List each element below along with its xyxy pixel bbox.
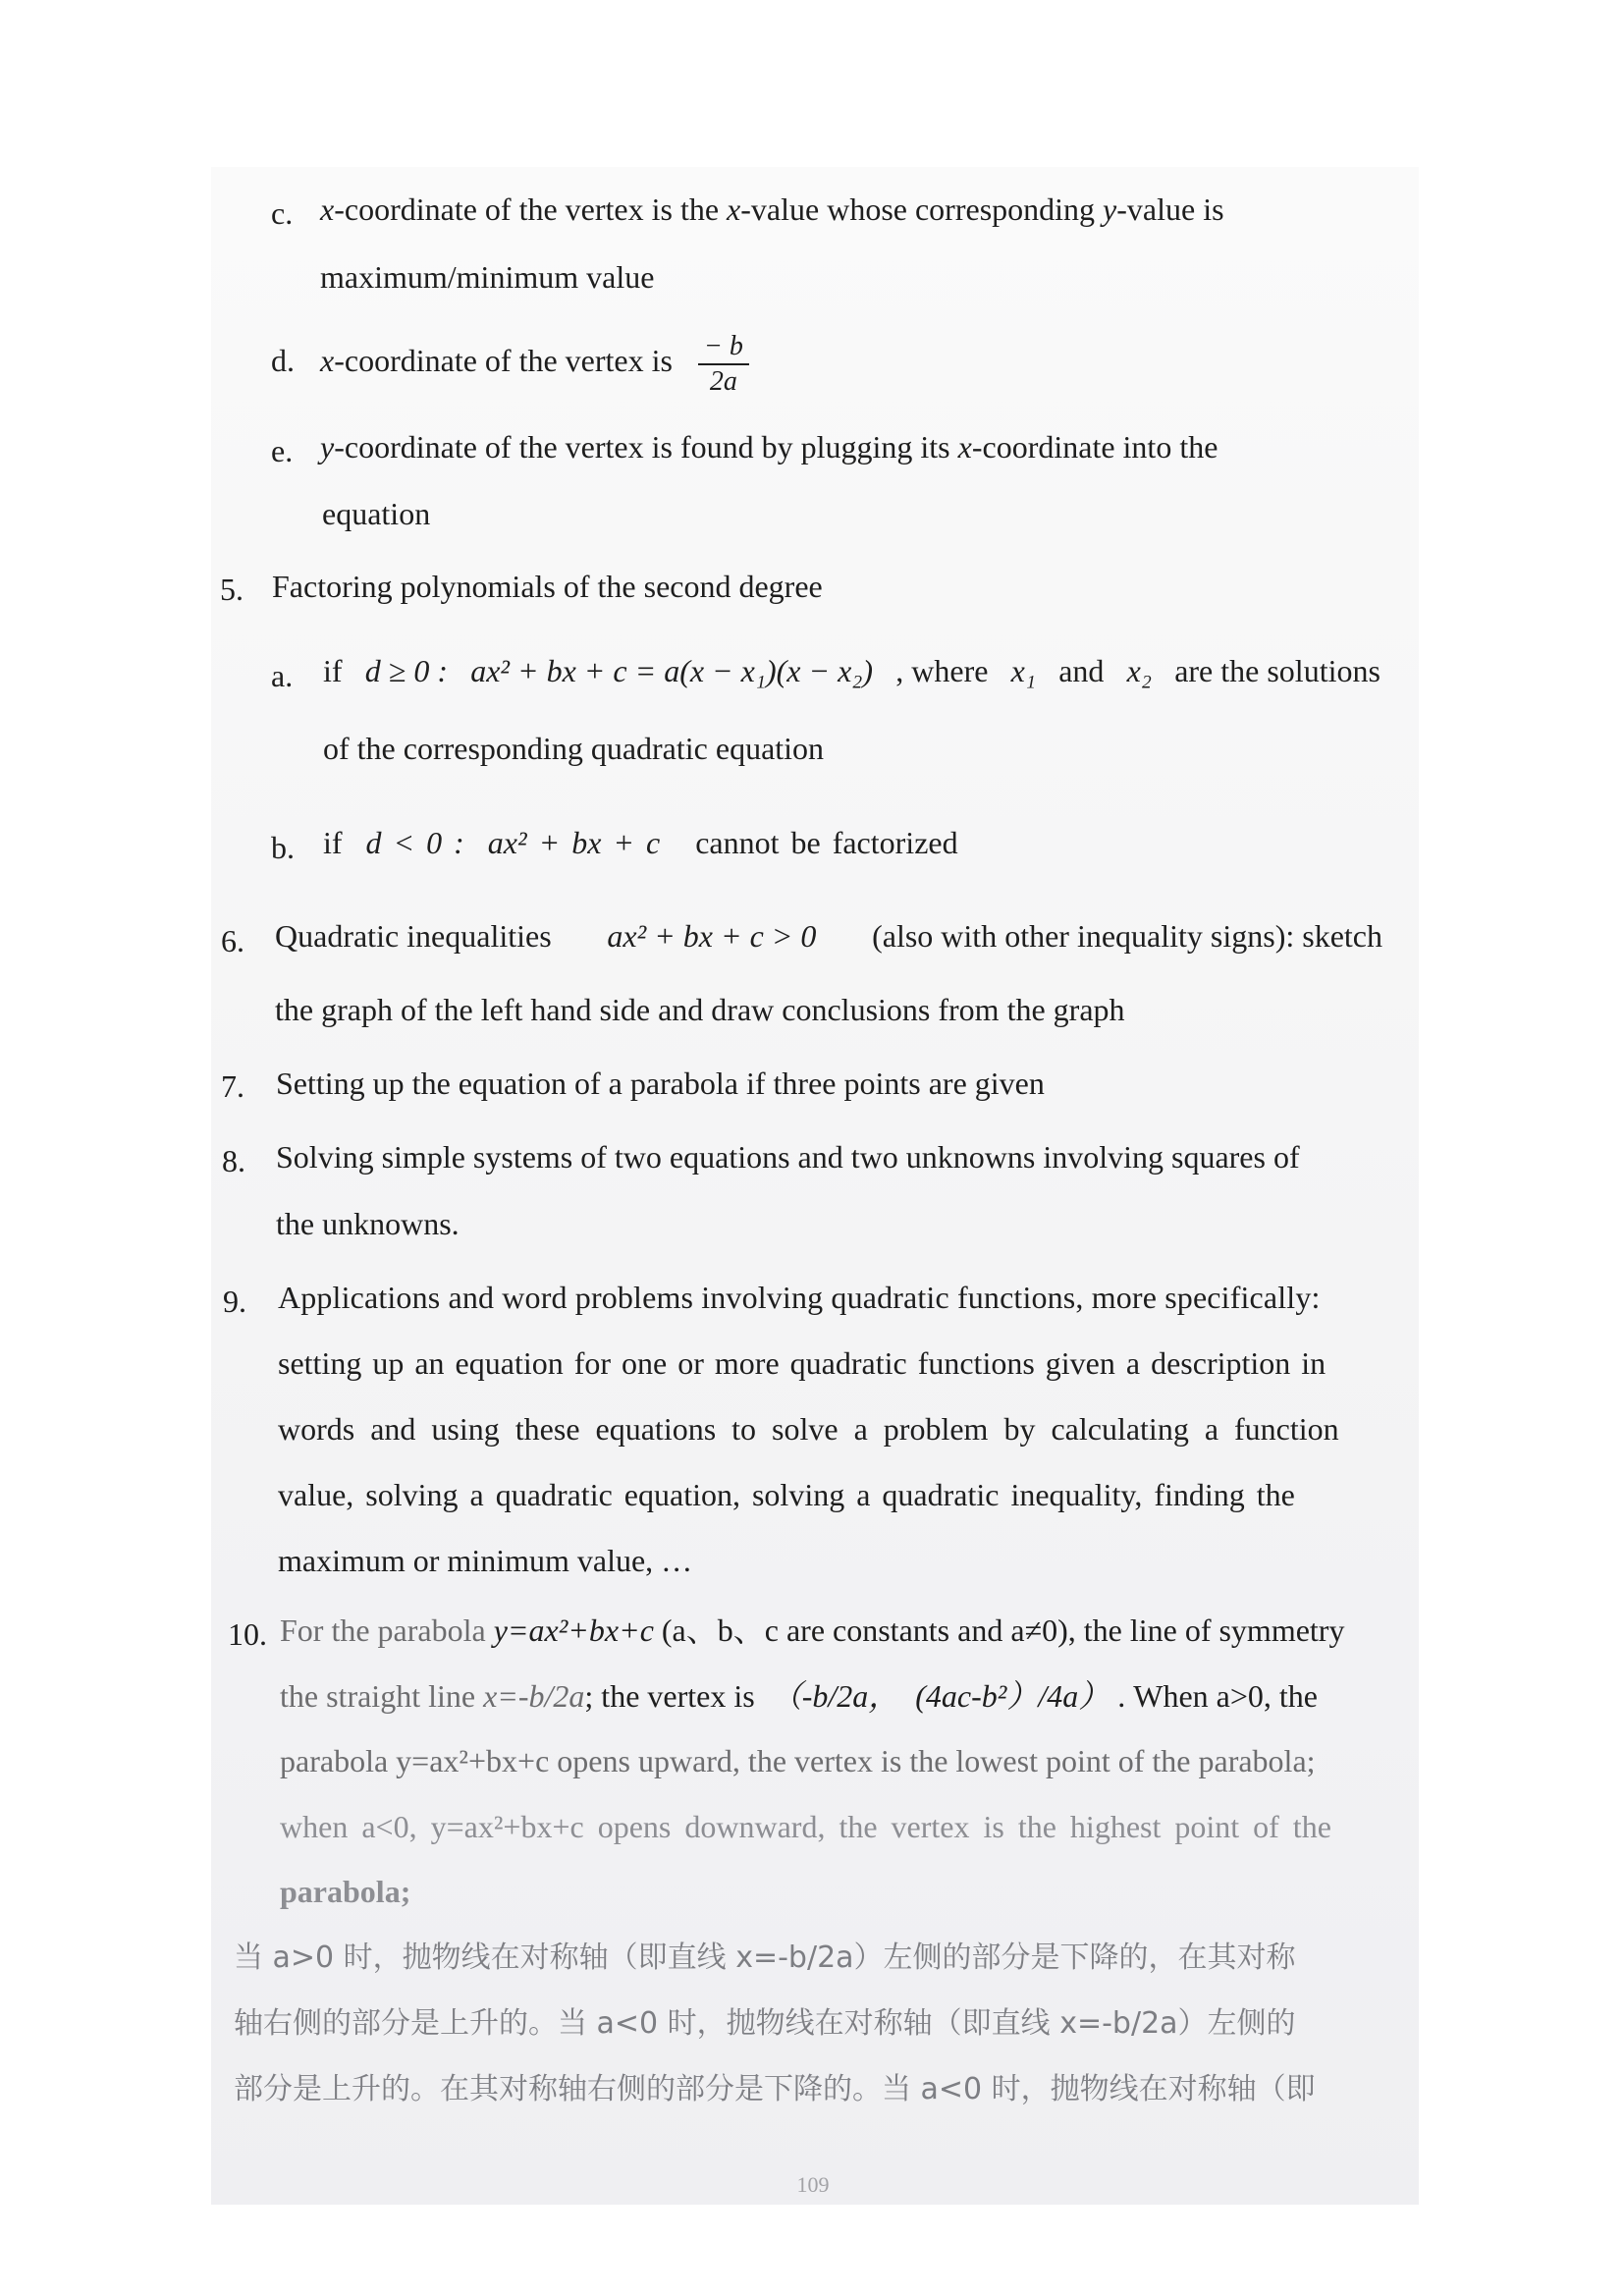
item-6-marker: 6.	[221, 923, 244, 958]
item-9-marker: 9.	[223, 1284, 246, 1319]
item-10-line2: the straight line x=-b/2a; the vertex is （-b/2a， (4ac-b²）/4a） . When a>0, the	[280, 1678, 1318, 1714]
item-8-marker: 8.	[222, 1143, 245, 1178]
page-number: 109	[796, 2172, 830, 2197]
item-7-marker: 7.	[221, 1068, 244, 1104]
item-5a-line2: of the corresponding quadratic equation	[323, 731, 825, 766]
item-5a-line1: if d ≥ 0 : ax² + bx + c = a(x − x₁)(x − x₂) , where x₁ and x₂ are the solutions	[323, 653, 1380, 688]
item-10-line5: parabola;	[280, 1874, 411, 1909]
item-5-text: Factoring polynomials of the second degree	[272, 569, 823, 604]
item-e-marker: e.	[271, 433, 294, 468]
item-10-line1: For the parabola y=ax²+bx+c (a、b、c are constants and a≠0), the line of symmetry	[280, 1613, 1345, 1648]
item-c-marker: c.	[271, 195, 294, 231]
item-5a-marker: a.	[271, 658, 294, 693]
item-e-line2: equation	[322, 496, 431, 531]
item-c-line1: x-coordinate of the vertex is the x-value whose corresponding y-value is	[320, 191, 1224, 227]
vertex-x-fraction: $\frac{- b}{2a}$	[698, 330, 749, 399]
item-6-line1: Quadratic inequalities ax² + bx + c > 0 (also with other inequality signs): sketch	[275, 918, 1382, 954]
item-e-line1: y-coordinate of the vertex is found by plugging its x-coordinate into the	[320, 429, 1218, 465]
item-c-line2: maximum/minimum value	[320, 259, 655, 295]
item-7-text: Setting up the equation of a parabola if three points are given	[276, 1066, 1045, 1101]
item-8-line1: Solving simple systems of two equations and two unknowns involving squares of	[276, 1139, 1300, 1175]
chinese-line-3: 部分是上升的。在其对称轴右侧的部分是下降的。当 a<0 时，抛物线在对称轴（即	[234, 2072, 1316, 2106]
item-d-marker: d.	[271, 343, 295, 378]
item-9-line2: setting up an equation for one or more quadratic functions given a description in	[278, 1345, 1326, 1381]
item-9-line5: maximum or minimum value, …	[278, 1543, 693, 1578]
item-10-line4: when a<0, y=ax²+bx+c opens downward, the vertex is the highest point of the	[280, 1809, 1331, 1844]
item-10-marker: 10.	[228, 1616, 267, 1652]
item-5b-line: if d < 0 : ax² + bx + c cannot be factorized	[323, 825, 958, 860]
item-9-line3: words and using these equations to solve a problem by calculating a function	[278, 1411, 1339, 1447]
item-9-line4: value, solving a quadratic equation, solving a quadratic inequality, finding the	[278, 1477, 1295, 1512]
item-8-line2: the unknowns.	[276, 1206, 460, 1241]
chinese-line-1: 当 a>0 时，抛物线在对称轴（即直线 x=-b/2a）左侧的部分是下降的，在其对称	[234, 1941, 1296, 1975]
item-d-line: x-coordinate of the vertex is $\frac{- b}{2a}$	[320, 322, 749, 399]
item-6-line2: the graph of the left hand side and draw conclusions from the graph	[275, 992, 1125, 1027]
item-5b-marker: b.	[271, 830, 295, 865]
item-5-marker: 5.	[220, 572, 244, 607]
item-9-line1: Applications and word problems involving quadratic functions, more specifically:	[278, 1280, 1321, 1315]
chinese-line-2: 轴右侧的部分是上升的。当 a<0 时，抛物线在对称轴（即直线 x=-b/2a）左侧的	[234, 2006, 1296, 2041]
item-10-line3: parabola y=ax²+bx+c opens upward, the vertex is the lowest point of the parabola;	[280, 1743, 1316, 1778]
